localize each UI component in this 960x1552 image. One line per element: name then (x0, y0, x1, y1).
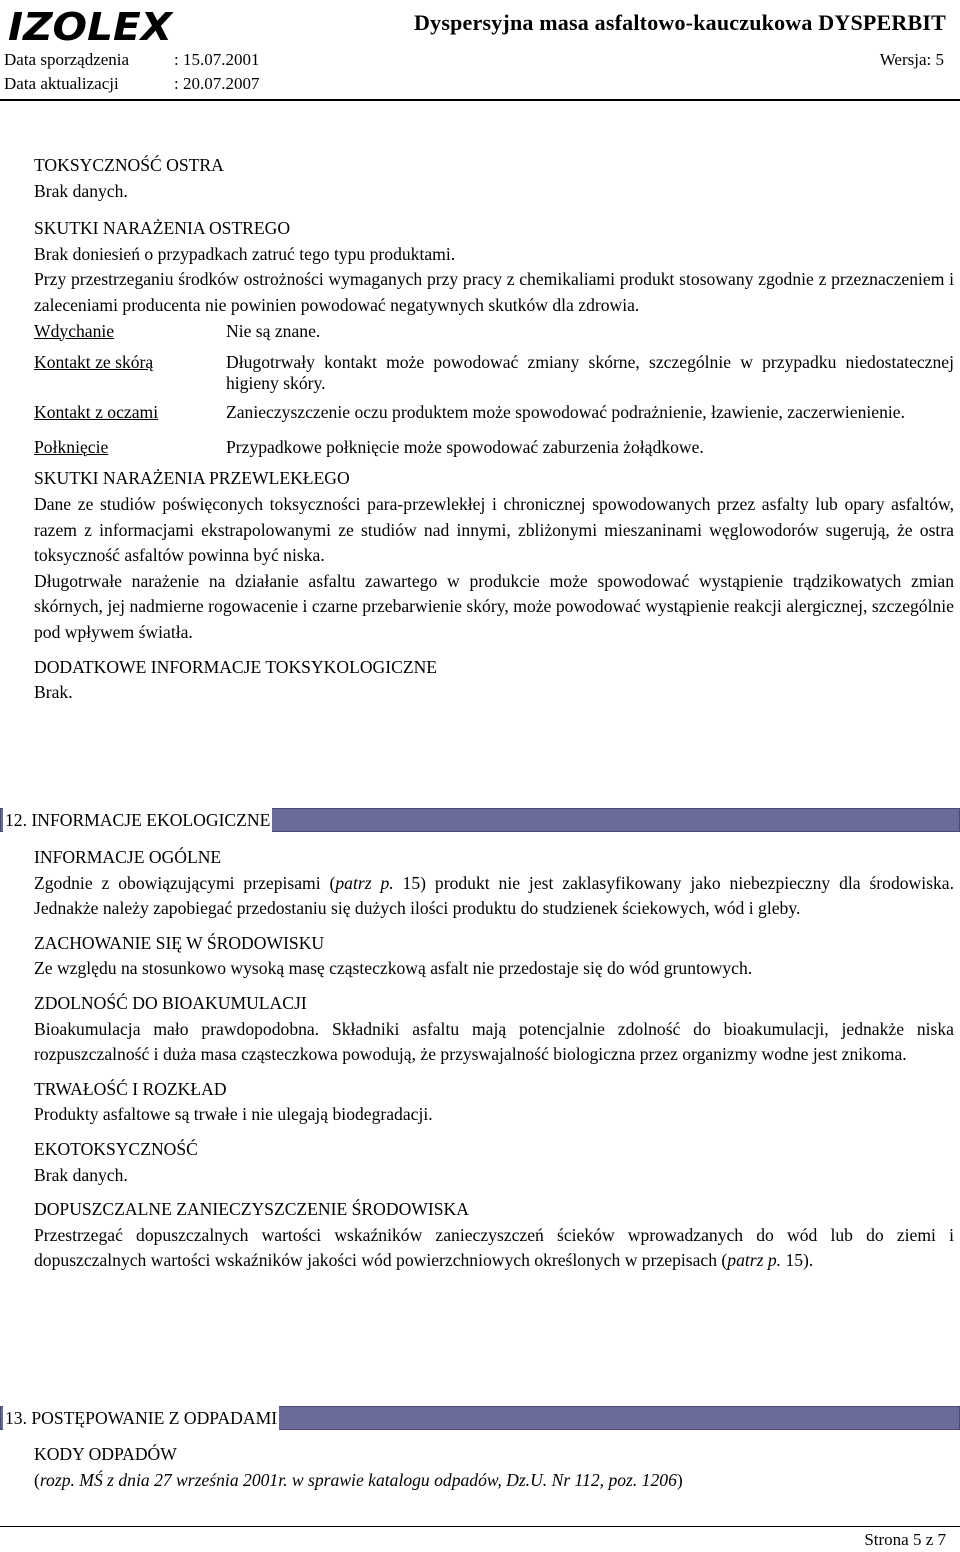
persistence-text: Produkty asfaltowe są trwałe i nie ulegają biodegradacji. (34, 1104, 433, 1125)
svg-text:IZOLEX: IZOLEX (8, 5, 174, 48)
additional-info-text: Brak. (34, 682, 73, 703)
header-divider (0, 99, 960, 101)
chronic-effects-heading: SKUTKI NARAŻENIA PRZEWLEKŁEGO (34, 468, 350, 489)
chronic-effects-paragraph-1: Dane ze studiów poświęconych toksyczności para-przewlekłej i chronicznej spowodowanych przez asfalty lub opary asfaltów, razem z informacjami ekstrapolowanymi ze studiów nad innymi, zbliżonymi mieszaninami węglowodorów sugerują, że ostra toksyczność asfaltów powinna być niska. (34, 493, 954, 566)
effect-route: Wdychanie (34, 320, 115, 341)
ecology-section (34, 845, 954, 1274)
environment-behaviour-heading: ZACHOWANIE SIĘ W ŚRODOWISKU (34, 932, 325, 953)
date-updated-row (4, 74, 944, 94)
effect-route: Kontakt z oczami (34, 402, 159, 423)
ecotoxicity-heading: EKOTOKSYCZNOŚĆ (34, 1138, 198, 1159)
effect-text: Długotrwały kontakt może powodować zmiany skórne, szczególnie w przypadku niedostatecznej higieny skóry. (226, 352, 954, 394)
acute-toxicity-text: Brak danych. (34, 180, 128, 201)
acute-toxicity-heading: TOKSYCZNOŚĆ OSTRA (34, 155, 224, 175)
pollution-limits-heading: DOPUSZCZALNE ZANIECZYSZCZENIE ŚRODOWISKA (34, 1199, 469, 1220)
pollution-limits-text: Przestrzegać dopuszczalnych wartości wskaźników zanieczyszczeń ścieków wprowadzanych do wód lub do ziemi i dopuszczalnych wartości wskaźników jakości wód powierzchniowych określonych w przepisach (patrz p. 15). (34, 1224, 954, 1271)
date-created-value: : 15.07.2001 (174, 50, 260, 69)
general-info-heading: INFORMACJE OGÓLNE (34, 847, 222, 867)
version-label: Wersja: 5 (879, 50, 944, 69)
section-12-title: 12. INFORMACJE EKOLOGICZNE (5, 810, 271, 830)
date-created-row (4, 50, 944, 70)
waste-section (34, 1442, 954, 1493)
persistence-heading: TRWAŁOŚĆ I ROZKŁAD (34, 1078, 227, 1099)
effect-row-ingestion (34, 435, 954, 461)
section-12-bar (0, 808, 960, 832)
bioaccumulation-text: Bioakumulacja mało prawdopodobna. Składniki asfaltu mają potencjalnie zdolność do bioakumulacji, jednakże niska rozpuszczalność i duża masa cząsteczkowa powodują, że przyswajalność biologiczna przez organizmy wodne jest znikoma. (34, 1018, 954, 1065)
environment-behaviour-text: Ze względu na stosunkowo wysoką masę cząsteczkową asfalt nie przedostaje się do wód gruntowych. (34, 958, 753, 979)
general-info-text: Zgodnie z obowiązującymi przepisami (patrz p. 15) produkt nie jest zaklasyfikowany jako niebezpieczny dla środowiska. Jednakże należy zapobiegać przedostaniu się dużych ilości produktu do studzienek ściekowych, wód i gleby. (34, 872, 955, 919)
effect-row-eyes (34, 400, 954, 426)
document-title: Dyspersyjna masa asfaltowo-kauczukowa DYSPERBIT (414, 10, 946, 35)
effect-text: Nie są znane. (226, 320, 321, 341)
effect-text: Przypadkowe połknięcie może spowodować zaburzenia żołądkowe. (226, 436, 704, 457)
effect-route: Połknięcie (34, 436, 109, 457)
date-updated-value: : 20.07.2007 (174, 74, 260, 93)
toxicology-section (34, 153, 954, 706)
waste-codes-heading: KODY ODPADÓW (34, 1444, 177, 1464)
page-number: Strona 5 z 7 (864, 1530, 946, 1549)
acute-effects-line: Brak doniesień o przypadkach zatruć tego typu produktami. (34, 243, 456, 264)
footer-divider (0, 1526, 960, 1527)
date-created-label: Data sporządzenia (4, 50, 130, 69)
bioaccumulation-heading: ZDOLNOŚĆ DO BIOAKUMULACJI (34, 992, 307, 1013)
chronic-effects-paragraph-2: Długotrwałe narażenie na działanie asfaltu zawartego w produkcie może spowodować wystąpienie trądzikowatych zmian skórnych, jej nadmierne rogowacenie i czarne przebarwienie skóry, może powodować wystąpienie reakcji alergicznej, szczególnie pod wpływem światła. (34, 570, 954, 642)
date-updated-label: Data aktualizacji (4, 74, 119, 93)
acute-effects-paragraph: Przy przestrzeganiu środków ostrożności wymaganych przy pracy z chemikaliami produkt stosowany zgodnie z przeznaczeniem i zaleceniami producenta nie powinien powodować negatywnych skutków dla zdrowia. (34, 269, 954, 315)
effect-text: Zanieczyszczenie oczu produktem może spowodować podrażnienie, łzawienie, zaczerwienienie. (226, 402, 905, 423)
effect-route: Kontakt ze skórą (34, 352, 154, 373)
acute-effects-heading: SKUTKI NARAŻENIA OSTREGO (34, 218, 291, 239)
waste-codes-text: (rozp. MŚ z dnia 27 września 2001r. w sprawie katalogu odpadów, Dz.U. Nr 112, poz. 1206) (34, 1469, 683, 1490)
effect-row-inhalation (34, 319, 954, 345)
section-13-bar (0, 1406, 960, 1430)
izolex-logo (4, 2, 176, 48)
ecotoxicity-text: Brak danych. (34, 1164, 128, 1185)
section-13-title: 13. POSTĘPOWANIE Z ODPADAMI (5, 1408, 278, 1428)
document-header (0, 0, 960, 104)
effect-row-skin (34, 350, 954, 394)
additional-info-heading: DODATKOWE INFORMACJE TOKSYKOLOGICZNE (34, 656, 438, 677)
